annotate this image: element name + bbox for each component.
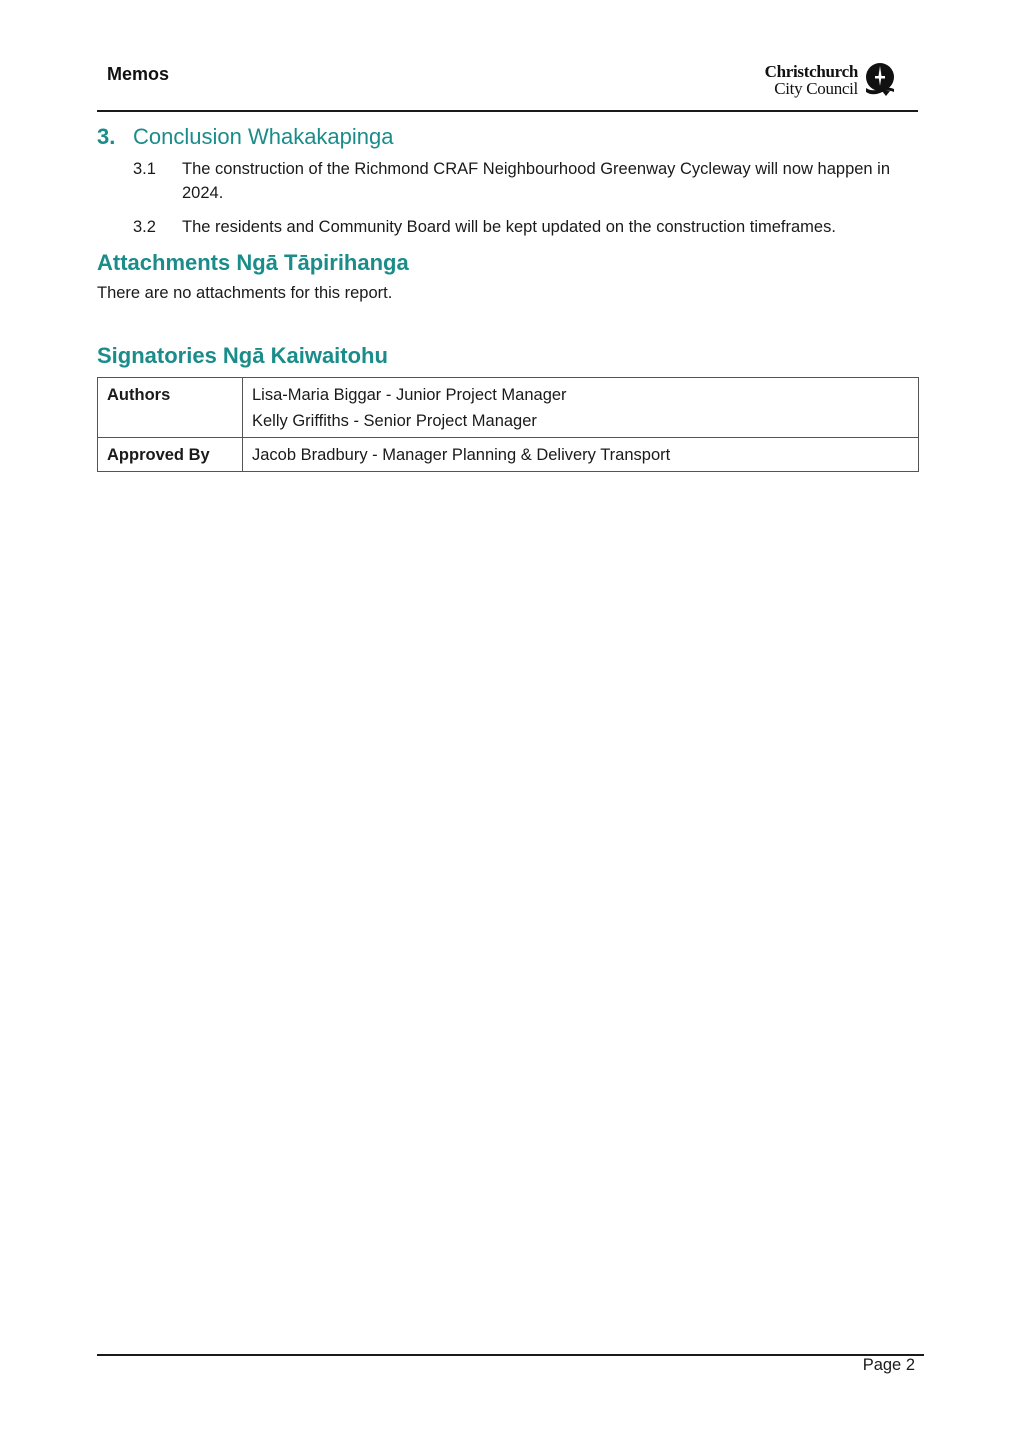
page-footer <box>97 1354 924 1374</box>
paragraph-text: The residents and Community Board will be kept updated on the construction timeframes. <box>182 218 836 236</box>
section-title: Conclusion Whakakapinga <box>133 124 394 149</box>
authors-values <box>243 378 919 438</box>
attachments-heading: Attachments Ngā Tāpirihanga <box>97 250 409 275</box>
cathedral-logo-icon <box>862 62 898 98</box>
attachments-text: There are no attachments for this report. <box>97 284 393 302</box>
paragraph-text: The construction of the Richmond CRAF Neighbourhood Greenway Cycleway will now happen in 2024. <box>182 160 891 202</box>
signatories-heading: Signatories Ngā Kaiwaitohu <box>97 343 388 368</box>
paragraph-number: 3.2 <box>133 218 156 236</box>
logo-line1: Christchurch <box>764 62 858 81</box>
authors-label: Authors <box>98 378 243 438</box>
section-number: 3. <box>97 124 116 149</box>
logo-line2: City Council <box>774 79 858 98</box>
table-row <box>98 438 919 472</box>
page-number: Page 2 <box>862 1356 915 1374</box>
page-header <box>97 60 918 112</box>
signatories-table <box>97 377 919 472</box>
author-1: Lisa-Maria Biggar - Junior Project Manager <box>252 386 567 404</box>
paragraph-3-1 <box>133 157 917 205</box>
header-title: Memos <box>107 64 170 84</box>
paragraph-number: 3.1 <box>133 160 156 178</box>
approved-by-label: Approved By <box>98 438 243 472</box>
logo-text <box>765 63 858 97</box>
table-row <box>98 378 919 438</box>
section-heading-conclusion <box>97 124 394 150</box>
author-2: Kelly Griffiths - Senior Project Manager <box>252 412 537 430</box>
paragraph-3-2 <box>133 215 917 239</box>
approver-1: Jacob Bradbury - Manager Planning & Delivery Transport <box>252 446 671 464</box>
approved-by-values <box>243 438 919 472</box>
council-logo <box>765 62 898 98</box>
